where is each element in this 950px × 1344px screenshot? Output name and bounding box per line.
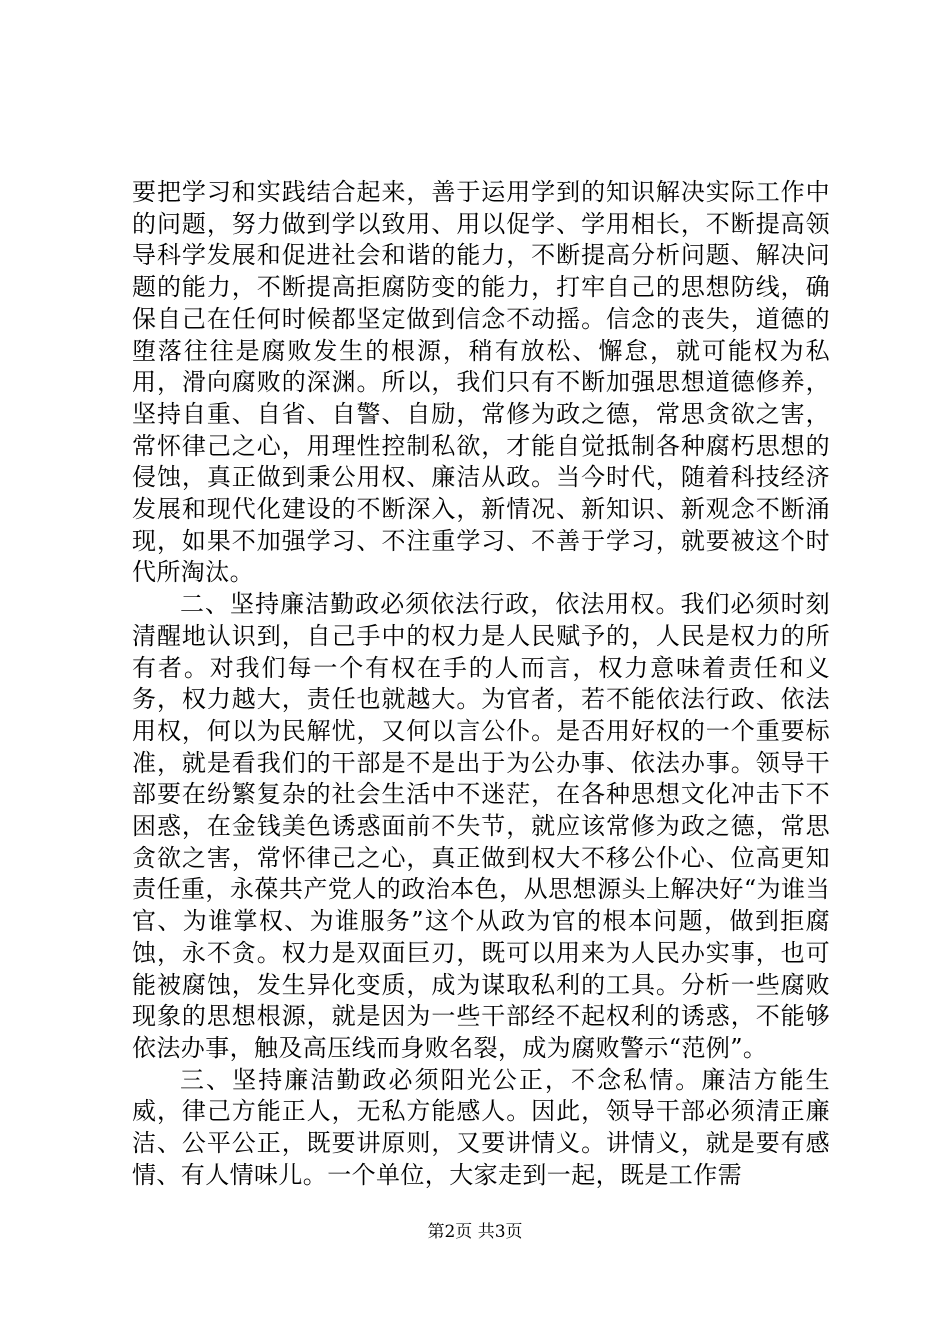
paragraph-continuation: 要把学习和实践结合起来，善于运用学到的知识解决实际工作中的问题，努力做到学以致用、用以促学、学用相长，不断提高领导科学发展和促进社会和谐的能力，不断提高分析问题、解决问题的能力，不断提高拒腐防变的能力，打牢自己的思想防线，确保自己在任何时候都坚定做到信念不动摇。信念的丧失，道德的堕落往往是腐败发生的根源，稍有放松、懈怠，就可能权为私用，滑向腐败的深渊。所以，我们只有不断加强思想道德修养，坚持自重、自省、自警、自励，常修为政之德，常思贪欲之害，常怀律己之心，用理性控制私欲，才能自觉抵制各种腐朽思想的侵蚀，真正做到秉公用权、廉洁从政。当今时代，随着科技经济发展和现代化建设的不断深入，新情况、新知识、新观念不断涌现，如果不加强学习、不注重学习、不善于学习，就要被这个时代所淘汰。 [132,178,830,587]
page-number-footer: 第2页 共3页 [427,1222,523,1242]
paragraph-section-two: 二、坚持廉洁勤政必须依法行政，依法用权。我们必须时刻清醒地认识到，自己手中的权力是人民赋予的，人民是权力的所有者。对我们每一个有权在手的人而言，权力意味着责任和义务，权力越大，责任也就越大。为官者，若不能依法行政、依法用权，何以为民解忧，又何以言公仆。是否用好权的一个重要标准，就是看我们的干部是不是出于为公办事、依法办事。领导干部要在纷繁复杂的社会生活中不迷茫，在各种思想文化冲击下不困惑，在金钱美色诱惑面前不失节，就应该常修为政之德，常思贪欲之害，常怀律己之心，真正做到权大不移公仆心、位高更知责任重，永葆共产党人的政治本色，从思想源头上解决好“为谁当官、为谁掌权、为谁服务”这个从政为官的根本问题，做到拒腐蚀，永不贪。权力是双面巨刃，既可以用来为人民办实事，也可能被腐蚀，发生异化变质，成为谋取私利的工具。分析一些腐败现象的思想根源，就是因为一些干部经不起权利的诱惑，不能够依法办事，触及高压线而身败名裂，成为腐败警示“范例”。 [132,590,830,1062]
document-body [132,177,830,1192]
paragraph-section-three: 三、坚持廉洁勤政必须阳光公正，不念私情。廉洁方能生威，律己方能正人，无私方能感人。因此，领导干部必须清正廉洁、公平公正，既要讲原则，又要讲情义。讲情义，就是要有感情、有人情味儿。一个单位，大家走到一起，既是工作需 [132,1065,830,1189]
